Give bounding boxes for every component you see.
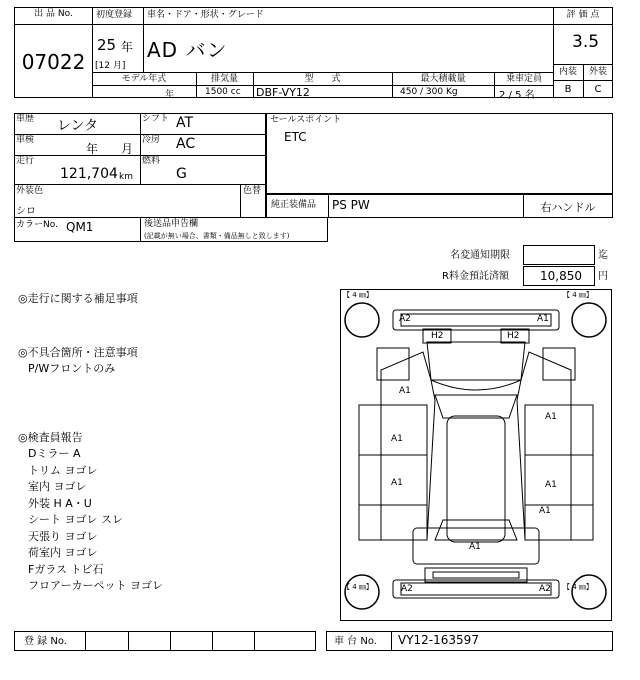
model-type: DBF-VY12 xyxy=(256,86,310,99)
tire-rr-depth: 【 4 ㎜】 xyxy=(563,583,593,591)
recycle-label: R料金預託済額 xyxy=(442,271,509,282)
capacity-label: 乗車定員 xyxy=(505,74,542,84)
history: レンタ xyxy=(57,118,99,134)
rating-score: 3.5 xyxy=(572,32,600,52)
damage-left-front-door: A1 xyxy=(391,434,403,444)
reg-year-unit: 年 xyxy=(121,40,134,54)
recycle-unit: 円 xyxy=(598,271,608,282)
inspection-label: 車検 xyxy=(16,135,35,145)
inspector-item: 室内 ヨゴレ xyxy=(28,480,87,493)
color: シロ xyxy=(16,206,36,217)
damage-rear-gate: A1 xyxy=(469,542,481,552)
sales-point-label: セールスポイント xyxy=(270,115,342,125)
equipment: PS PW xyxy=(332,198,370,212)
fuel: G xyxy=(176,166,187,182)
recycle-value: 10,850 xyxy=(540,269,582,283)
chassis-number: VY12-163597 xyxy=(398,633,479,647)
inspector-item: フロアーカーペット ヨゴレ xyxy=(28,579,163,592)
tire-rl-depth: 【 4 ㎜】 xyxy=(343,583,373,591)
inspector-title: ◎検査員報告 xyxy=(18,431,83,444)
color-change-label: 色替 xyxy=(243,186,262,196)
damage-rear-bumper-left: A2 xyxy=(401,584,413,594)
capacity: 2 / 5 名 xyxy=(499,90,535,101)
exterior-grade: C xyxy=(594,84,602,95)
mileage-unit: km xyxy=(119,172,133,182)
exterior-label: 外装 xyxy=(588,67,607,77)
registration-label: 登 録 No. xyxy=(24,636,67,647)
interior-grade: B xyxy=(564,84,572,95)
max-load-label: 最大積載量 xyxy=(420,74,466,84)
damage-right-front-door: A1 xyxy=(545,480,557,490)
car-diagram xyxy=(340,289,612,621)
shift: AT xyxy=(176,115,194,131)
model-year-unit: 年 xyxy=(165,90,175,100)
tire-fl-depth: 【 4 ㎜】 xyxy=(343,291,373,299)
color-label: 外装色 xyxy=(16,186,44,196)
defect-item: P/Wフロントのみ xyxy=(28,362,116,375)
inspector-item: 外装 H A・U xyxy=(28,496,92,510)
color-box xyxy=(14,184,266,218)
damage-front-bumper-left: A2 xyxy=(399,314,411,324)
first-reg-label: 初度登録 xyxy=(96,10,133,20)
tire-front-right xyxy=(572,303,606,337)
sales-point: ETC xyxy=(284,130,307,144)
inspector-item: 荷室内 ヨゴレ xyxy=(28,546,98,559)
damage-headlight-left: H2 xyxy=(431,331,444,341)
lot-number: 07022 xyxy=(21,50,86,74)
driving-notes-title: ◎走行に関する補足事項 xyxy=(18,292,138,305)
docs-label: 後送品申告欄 xyxy=(144,219,199,229)
inspector-item: 天張り ヨゴレ xyxy=(28,529,98,543)
front-bumper-outline xyxy=(393,310,559,330)
color-no-label: カラーNo. xyxy=(16,220,58,230)
inspector-item: Dミラー A xyxy=(28,447,81,460)
tire-front-left xyxy=(345,303,379,337)
aircon-label: 冷房 xyxy=(142,135,161,145)
damage-right-fender: A1 xyxy=(545,412,557,422)
inspection-year: 年 xyxy=(86,142,99,156)
mileage: 121,704 xyxy=(60,166,118,182)
history-label: 車歴 xyxy=(16,114,35,124)
name-change-input xyxy=(523,245,595,265)
roof-outline xyxy=(447,416,505,542)
fuel-label: 燃料 xyxy=(142,156,161,166)
damage-rear-bumper-right: A2 xyxy=(539,584,551,594)
defects-title: ◎不具合箇所・注意事項 xyxy=(18,346,138,359)
inspection-month: 月 xyxy=(121,142,134,156)
displacement: 1500 cc xyxy=(205,87,241,97)
docs-note: (記載が無い場合、書類・備品無しと致します) xyxy=(144,232,290,240)
aircon: AC xyxy=(176,136,196,152)
rating-label: 評 価 点 xyxy=(566,10,600,20)
damage-headlight-right: H2 xyxy=(507,331,520,341)
mileage-label: 走行 xyxy=(16,156,35,166)
displacement-label: 排気量 xyxy=(210,74,238,84)
inspector-item: シート ヨゴレ スレ xyxy=(28,513,123,526)
interior-label: 内装 xyxy=(558,67,577,77)
model-year-label: モデル年式 xyxy=(121,74,167,84)
reg-year: 25 xyxy=(97,36,117,54)
inspector-item: トリム ヨゴレ xyxy=(28,463,98,477)
tire-fr-depth: 【 4 ㎜】 xyxy=(563,291,593,299)
inspector-item: Fガラス トビ石 xyxy=(28,562,104,576)
name-change-label: 名変通知期限 xyxy=(450,250,510,261)
handle: 右ハンドル xyxy=(540,201,596,214)
equipment-label: 純正装備品 xyxy=(271,200,317,210)
damage-front-bumper-right: A1 xyxy=(537,314,549,324)
type-label: 型 式 xyxy=(304,74,341,84)
name-grade-label: 車名・ドア・形状・グレード xyxy=(147,10,264,20)
max-load: 450 / 300 Kg xyxy=(400,87,458,97)
damage-left-rear-door: A1 xyxy=(391,478,403,488)
name-change-unit: 迄 xyxy=(598,250,608,261)
chassis-label: 車 台 No. xyxy=(334,636,377,647)
color-no: QM1 xyxy=(66,220,94,234)
lot-label: 出 品 No. xyxy=(34,9,73,19)
car-name: AD バン xyxy=(147,38,228,62)
defects-list xyxy=(28,361,115,378)
inspector-list xyxy=(28,446,163,595)
shift-label: シフト xyxy=(142,114,170,124)
damage-right-rear-door: A1 xyxy=(539,506,551,516)
reg-month: [12 月] xyxy=(95,61,126,71)
damage-left-fender: A1 xyxy=(399,386,411,396)
